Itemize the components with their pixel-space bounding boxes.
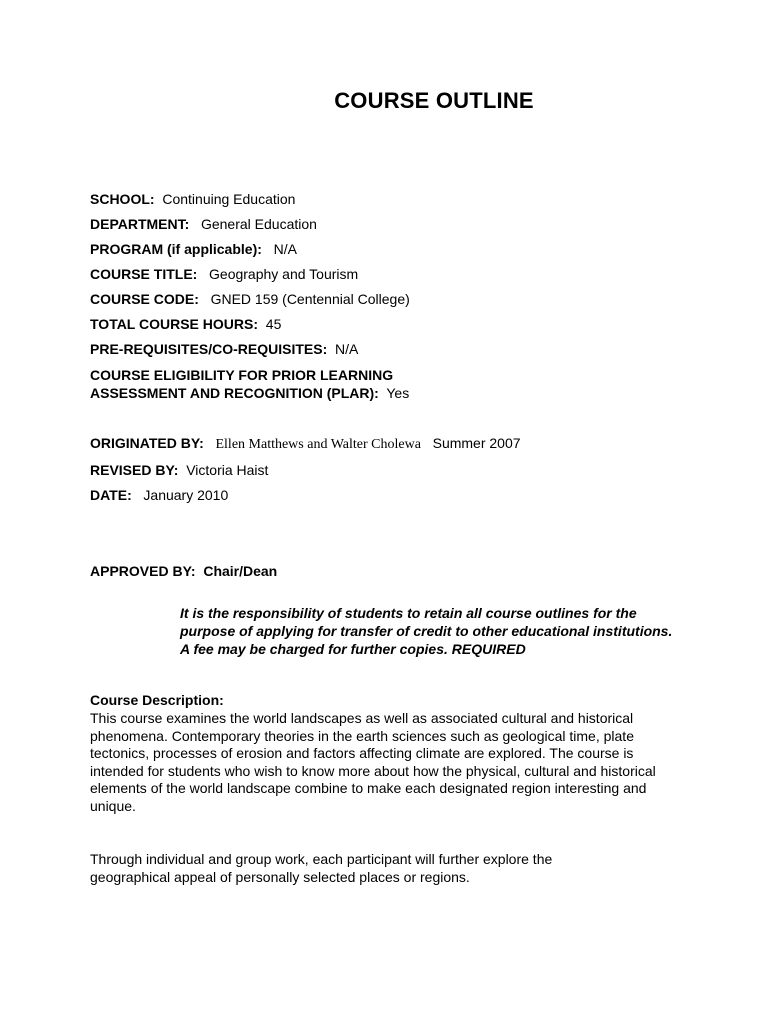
field-program [90,240,297,258]
field-label-line1: COURSE ELIGIBILITY FOR PRIOR LEARNING [90,367,394,383]
field-label: COURSE TITLE: [90,266,198,282]
field-value: 45 [265,316,282,332]
field-value: Continuing Education [162,191,296,207]
field-course-code [90,290,410,308]
field-value: Geography and Tourism [209,266,359,282]
field-approved-by [90,562,277,580]
field-label: SCHOOL: [90,191,155,207]
description-heading: Course Description: [90,692,224,708]
field-value: Yes [386,385,410,401]
field-value: January 2010 [143,487,229,503]
field-label: PRE-REQUISITES/CO-REQUISITES: [90,341,328,357]
field-value: GNED 159 (Centennial College) [210,291,410,307]
field-course-title [90,265,358,283]
field-originated-by [90,434,521,454]
field-label: COURSE CODE: [90,291,199,307]
field-label-line2: ASSESSMENT AND RECOGNITION (PLAR): [90,385,379,401]
field-label: REVISED BY: [90,462,179,478]
description-paragraph-1: This course examines the world landscapes as well as associated cultural and historical phenomena. Contemporary theories in the earth sciences such as geological time, plate tectonics, processes of erosion and factors affecting climate are explored. The course is intended for students who wish to know more about how the physical, cultural and historical elements of the world landscape combine to make each designated region interesting and unique. [90,710,656,814]
field-value: Ellen Matthews and Walter Cholewa [215,437,421,452]
document-title: COURSE OUTLINE [334,88,534,113]
field-label: ORIGINATED BY: [90,435,204,451]
field-value: N/A [273,241,297,257]
description-paragraph-2: Through individual and group work, each participant will further explore the geographical appeal of personally selected places or regions. [90,851,553,885]
field-label: PROGRAM (if applicable): [90,241,262,257]
field-label: TOTAL COURSE HOURS: [90,316,259,332]
field-total-hours [90,315,281,333]
field-label: DATE: [90,487,132,503]
field-revised-by [90,461,268,479]
field-value: Victoria Haist [186,462,269,478]
field-school [90,190,295,208]
field-value: N/A [335,341,359,357]
field-season: Summer 2007 [432,435,521,451]
field-date [90,486,228,504]
field-label: DEPARTMENT: [90,216,190,232]
field-value: General Education [200,216,317,232]
field-plar [90,366,510,402]
field-prerequisites [90,340,358,358]
field-value: Chair/Dean [203,563,278,579]
retention-notice: It is the responsibility of students to retain all course outlines for the purpose of applying for transfer of credit to other educational institutions. A fee may be charged for further copies. REQUIRED [180,605,673,657]
field-label: APPROVED BY: [90,563,196,579]
field-department [90,215,317,233]
